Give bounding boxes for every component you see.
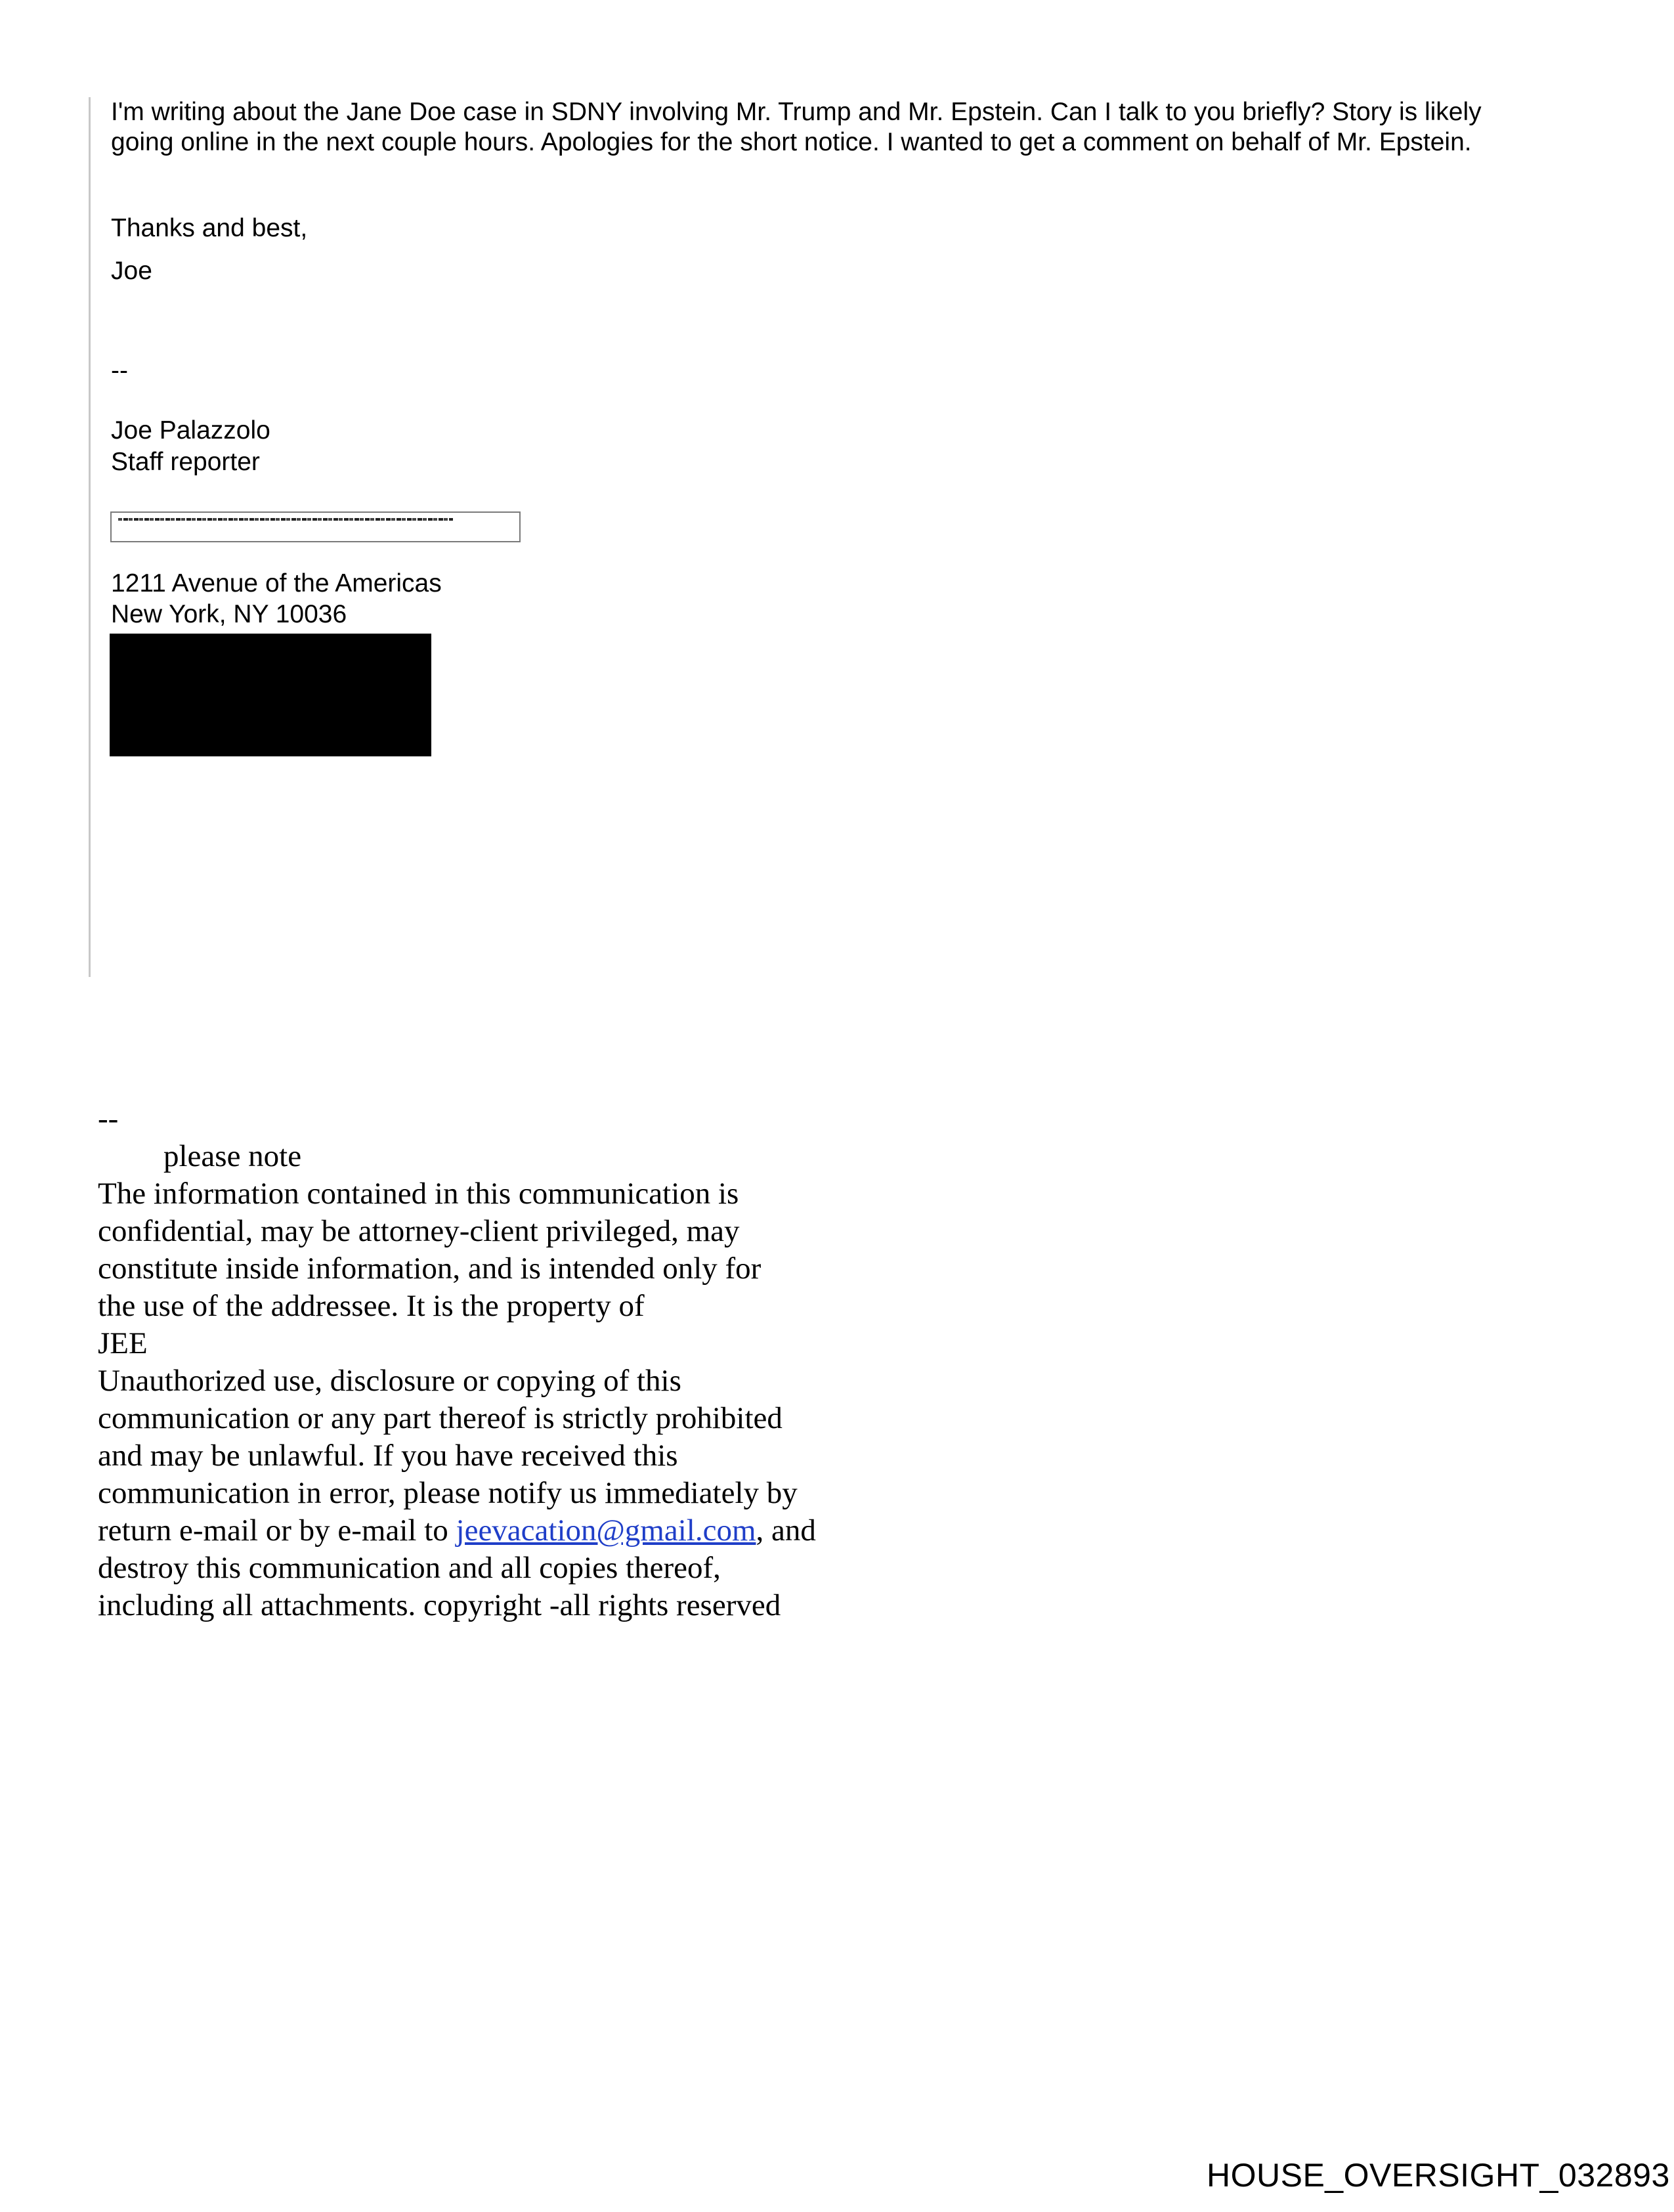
- disclaimer-closing-line-2: including all attachments. copyright -all rights reserved: [98, 1588, 781, 1622]
- disclaimer-line-7: communication or any part thereof is strictly prohibited: [98, 1401, 783, 1435]
- document-id: HOUSE_OVERSIGHT_032893: [1207, 2157, 1670, 2194]
- disclaimer-heading: please note: [163, 1139, 302, 1173]
- signature-address-line-1: 1211 Avenue of the Americas: [111, 569, 442, 597]
- disclaimer-link-line: [98, 1512, 816, 1550]
- signature-name: Joe Palazzolo: [111, 416, 270, 445]
- disclaimer-line-3: constitute inside information, and is intended only for: [98, 1251, 762, 1286]
- email-closing: Thanks and best,: [111, 214, 308, 242]
- redaction-box: [110, 634, 431, 756]
- link-line-suffix: , and: [756, 1513, 816, 1548]
- link-line-prefix: return e-mail or by e-mail to: [98, 1513, 456, 1548]
- image-placeholder-text: [118, 518, 453, 521]
- email-link[interactable]: jeevacation@gmail.com: [456, 1513, 756, 1548]
- signature-address-line-2: New York, NY 10036: [111, 600, 347, 628]
- disclaimer-line-6: Unauthorized use, disclosure or copying of this: [98, 1364, 681, 1398]
- signature-title: Staff reporter: [111, 448, 260, 476]
- disclaimer-line-8: and may be unlawful. If you have received this: [98, 1439, 678, 1473]
- disclaimer-line-4: the use of the addressee. It is the property of: [98, 1289, 645, 1323]
- email-body-line-1: I'm writing about the Jane Doe case in SDNY involving Mr. Trump and Mr. Epstein. Can I talk to you briefly? Story is likely: [111, 98, 1482, 126]
- disclaimer-separator: --: [98, 1102, 119, 1136]
- email-body-line-2: going online in the next couple hours. Apologies for the short notice. I wanted to get a comment on behalf of Mr. Epstein.: [111, 128, 1472, 156]
- disclaimer-line-2: confidential, may be attorney-client privileged, may: [98, 1214, 740, 1248]
- email-sender-first-name: Joe: [111, 257, 152, 285]
- signature-logo-image: [110, 511, 521, 542]
- disclaimer-line-5: JEE: [98, 1326, 148, 1360]
- disclaimer-closing-line-1: destroy this communication and all copies thereof,: [98, 1551, 721, 1585]
- quoted-message-bar: [89, 97, 91, 977]
- disclaimer-line-9: communication in error, please notify us immediately by: [98, 1476, 798, 1510]
- signature-separator: --: [111, 357, 128, 385]
- disclaimer-line-1: The information contained in this communication is: [98, 1177, 739, 1211]
